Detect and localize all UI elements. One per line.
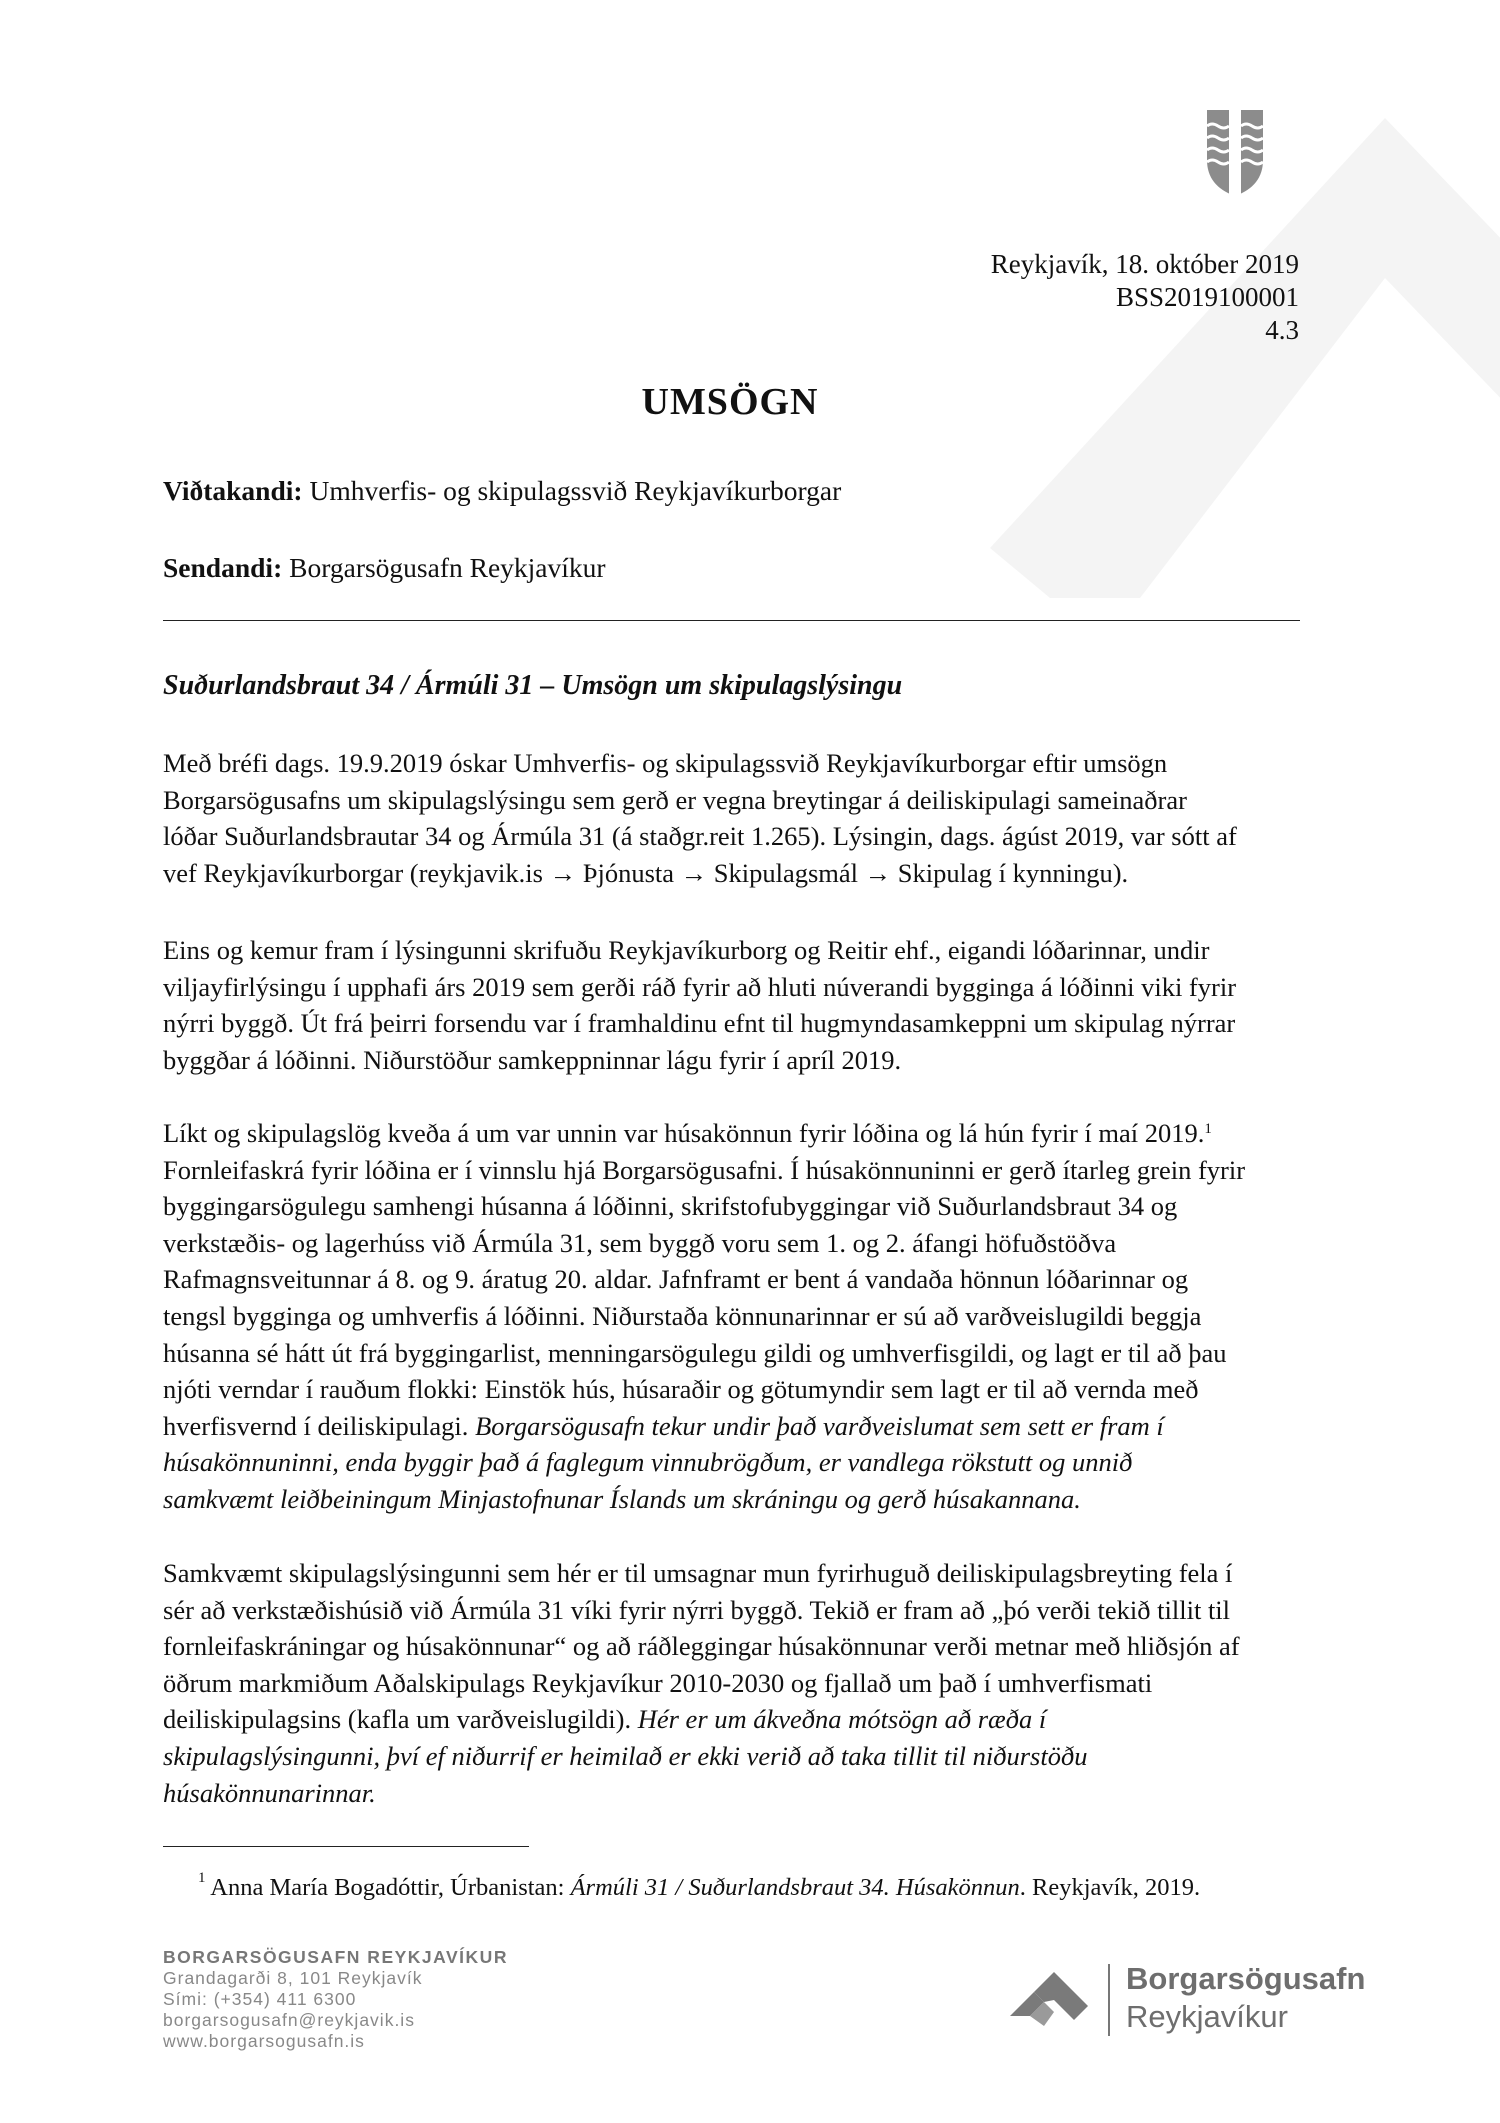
paragraph-line: Borgarsögusafns um skipulagslýsingu sem gerð er vegna breytingar á deiliskipulagi sameinaðrar (163, 784, 1187, 815)
footnote-reference: 1 (1204, 1121, 1212, 1137)
footer-contact (163, 1947, 508, 2052)
paragraph-line (163, 1481, 1303, 1518)
paragraph-line: vef Reykjavíkurborgar (reykjavik.is → Þjónusta → Skipulagsmál → Skipulag í kynningu). (163, 857, 1129, 888)
recipient-line (163, 475, 841, 507)
paragraph-line: viljayfirlýsingu í upphafi árs 2019 sem gerði ráð fyrir að hluti núverandi bygginga á lóðinni viki fyrir (163, 971, 1237, 1002)
footnote-author: Anna María Bogadóttir, Úrbanistan: (210, 1874, 571, 1901)
section-number: 4.3 (1265, 315, 1299, 345)
paragraph-line (163, 1444, 1303, 1481)
paragraph-line: fornleifaskráningar og húsakönnunar“ og að ráðleggingar húsakönnunar verði metnar með hliðsjón af (163, 1631, 1240, 1662)
paragraph-line: hverfisvernd í deiliskipulagi. Borgarsögusafn tekur undir það varðveislumat sem sett er fram í (163, 1410, 1164, 1441)
paragraph-line: nýrri byggð. Út frá þeirri forsendu var í framhaldinu efnt til hugmyndasamkeppni um skipulag nýrrar (163, 1008, 1236, 1039)
paragraph-line: lóðar Suðurlandsbrautar 34 og Ármúla 31 (á staðgr.reit 1.265). Lýsingin, dags. ágúst 2019, var sótt af (163, 821, 1237, 852)
emphasis-text: húsakönnuninni, enda byggir það á faglegum vinnubrögðum, er vandlega rökstutt og unnið (163, 1447, 1133, 1478)
logo-wordmark (1126, 1960, 1365, 2036)
footer-email[interactable]: borgarsogusafn@reykjavik.is (163, 2010, 415, 2030)
document-meta (991, 248, 1299, 347)
footer-logo (1008, 1960, 1378, 2040)
paragraph-line: öðrum markmiðum Aðalskipulags Reykjavíkur 2010-2030 og fjallað um það í umhverfismati (163, 1667, 1153, 1698)
reference-number: BSS2019100001 (1115, 282, 1299, 312)
paragraph-line: njóti verndar í rauðum flokki: Einstök hús, húsaraðir og götumyndir sem lagt er til að vernda með (163, 1374, 1199, 1405)
sender-line (163, 552, 606, 584)
paragraph-line: Fornleifaskrá fyrir lóðina er í vinnslu hjá Borgarsögusafni. Í húsakönnuninni er gerð ítarleg grein fyrir (163, 1154, 1246, 1185)
footer-phone: Sími: (+354) 411 6300 (163, 1989, 357, 2009)
sender-value: Borgarsögusafn Reykjavíkur (289, 552, 606, 583)
footnote (198, 1870, 1201, 1902)
separator-rule (163, 620, 1300, 621)
paragraph-line: byggðar á lóðinni. Niðurstöður samkeppninnar lágu fyrir í apríl 2019. (163, 1044, 902, 1075)
paragraph-line: deiliskipulagsins (kafla um varðveislugildi). Hér er um ákveðna mótsögn að ræða í (163, 1704, 1047, 1735)
paragraph-line: Samkvæmt skipulagslýsingunni sem hér er til umsagnar mun fyrirhuguð deiliskipulagsbreyting fela í (163, 1558, 1233, 1588)
emphasis-text: skipulagslýsingunni, því ef niðurrif er heimilað er ekki verið að taka tillit til niðurstöðu (163, 1740, 1088, 1771)
recipient-value: Umhverfis- og skipulagssvið Reykjavíkurborgar (309, 475, 842, 506)
paragraph-line: byggingarsögulegu samhengi húsanna á lóðinni, skrifstofubyggingar við Suðurlandsbraut 34 og (163, 1191, 1178, 1222)
emphasis-text: Borgarsögusafn tekur undir það varðveislumat sem sett er fram í (475, 1410, 1164, 1441)
logo-line-2: Reykjavíkur (1126, 1999, 1288, 2034)
footnote-place-year: . Reykjavík, 2019. (1019, 1874, 1201, 1901)
emphasis-text: samkvæmt leiðbeiningum Minjastofnunar Íslands um skráningu og gerð húsakannana. (163, 1483, 1081, 1514)
paragraph-3 (163, 1115, 1303, 1518)
document-title: UMSÖGN (641, 381, 819, 423)
museum-logo-icon (1008, 1970, 1090, 2030)
paragraph-2 (163, 932, 1303, 1078)
paragraph-line (163, 1775, 1303, 1812)
emphasis-text: Hér er um ákveðna mótsögn að ræða í (637, 1704, 1047, 1735)
subject-heading: Suðurlandsbraut 34 / Ármúli 31 – Umsögn um skipulagslýsingu (163, 670, 903, 701)
paragraph-line: Með bréfi dags. 19.9.2019 óskar Umhverfis- og skipulagssvið Reykjavíkurborgar eftir umsögn (163, 748, 1168, 778)
footer-org-name: BORGARSÖGUSAFN REYKJAVÍKUR (163, 1947, 508, 1967)
logo-separator (1108, 1964, 1110, 2036)
paragraph-line: Rafmagnsveitunnar á 8. og 9. áratug 20. aldar. Jafnframt er bent á vandaða hönnun lóðarinnar og (163, 1264, 1189, 1295)
footer-website[interactable]: www.borgarsogusafn.is (163, 2031, 365, 2051)
paragraph-line: sér að verkstæðishúsið við Ármúla 31 víki fyrir nýrri byggð. Tekið er fram að „þó verði tekið tillit til (163, 1594, 1231, 1625)
logo-line-1: Borgarsögusafn (1126, 1961, 1366, 1996)
paragraph-line: Líkt og skipulagslög kveða á um var unnin var húsakönnun fyrir lóðina og lá hún fyrir í maí 2019.$^1$ (163, 1118, 1212, 1148)
paragraph-line: húsanna sé hátt út frá byggingarlist, menningarsögulegu gildi og umhverfisgildi, og lagt er til að þau (163, 1337, 1227, 1368)
recipient-label: Viðtakandi: (163, 475, 303, 506)
paragraph-1 (163, 745, 1303, 891)
footnote-separator (163, 1846, 529, 1847)
paragraph-line (163, 1738, 1303, 1775)
footer-address: Grandagarði 8, 101 Reykjavík (163, 1968, 423, 1988)
reykjavik-crest-icon (1205, 108, 1265, 198)
sender-label: Sendandi: (163, 552, 283, 583)
paragraph-line: tengsl bygginga og umhverfis á lóðinni. Niðurstaða könnunarinnar er sú að varðveislugildi beggja (163, 1300, 1202, 1331)
paragraph-line: Eins og kemur fram í lýsingunni skrifuðu Reykjavíkurborg og Reitir ehf., eigandi lóðarinnar, undir (163, 935, 1210, 965)
footnote-marker: 1 (198, 1870, 206, 1886)
paragraph-4 (163, 1555, 1303, 1811)
emphasis-text: húsakönnunarinnar. (163, 1777, 376, 1808)
footnote-work: Ármúli 31 / Suðurlandsbraut 34. Húsakönnun (570, 1874, 1020, 1901)
place-date: Reykjavík, 18. október 2019 (990, 249, 1299, 279)
paragraph-line: verkstæðis- og lagerhúss við Ármúla 31, sem byggð voru sem 1. og 2. áfangi höfuðstöðva (163, 1227, 1117, 1258)
